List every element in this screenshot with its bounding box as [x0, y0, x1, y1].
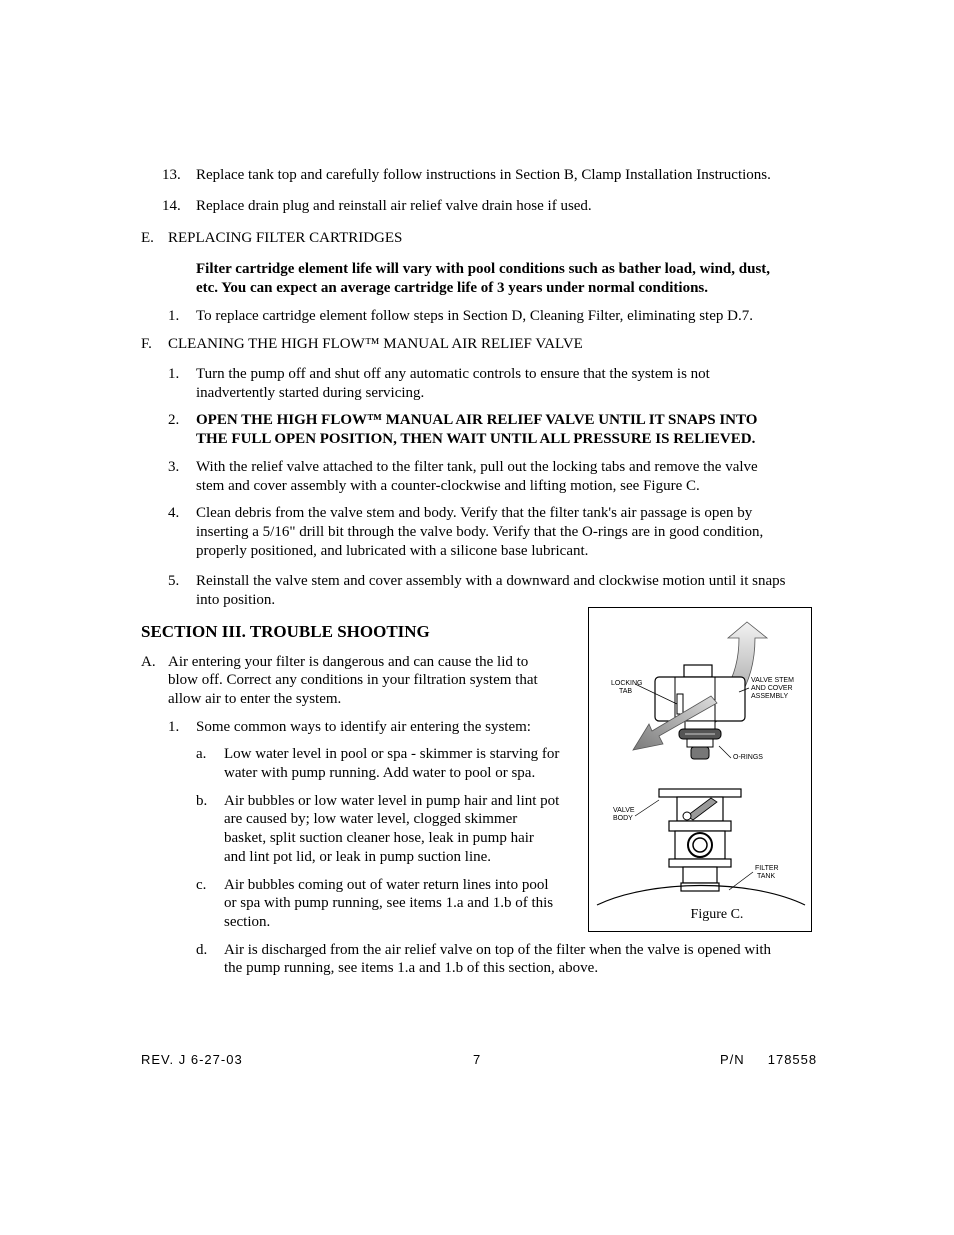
item-line: With the relief valve attached to the filter tank, pull out the locking tabs and remove the valve [196, 459, 758, 475]
subitem-line: section. [224, 914, 271, 930]
item-number: 5. [168, 573, 180, 589]
paragraph-line: Air entering your filter is dangerous and can cause the lid to [168, 654, 529, 670]
label-filter-tank: FILTER [755, 865, 779, 872]
item-number: 3. [168, 459, 180, 475]
item-line: OPEN THE HIGH FLOW™ MANUAL AIR RELIEF VALVE UNTIL IT SNAPS INTO [196, 412, 758, 428]
subitem-line: Low water level in pool or spa - skimmer is starving for [224, 746, 560, 762]
item-number: 1. [168, 719, 180, 735]
item-number: 1. [168, 366, 180, 382]
item-line: properly positioned, and lubricated with a silicone base lubricant. [196, 543, 589, 559]
subitem-line: are caused by; low water level, clogged skimmer [224, 811, 518, 827]
item-line: into position. [196, 592, 276, 608]
label-valve-stem: VALVE STEM [751, 677, 794, 684]
item-line: Turn the pump off and shut off any automatic controls to ensure that the system is not [196, 366, 710, 382]
label-valve-body: BODY [613, 815, 633, 822]
section-title: REPLACING FILTER CARTRIDGES [168, 230, 403, 246]
valve-cap-top [684, 665, 712, 677]
label-valve-stem: ASSEMBLY [751, 693, 789, 700]
subitem-line: Air is discharged from the air relief valve on top of the filter when the valve is opened with [224, 942, 772, 958]
valve-cover [655, 677, 745, 721]
item-number: 1. [168, 308, 180, 324]
note-line: Filter cartridge element life will vary with pool conditions such as bather load, wind, dust, [196, 261, 771, 277]
item-text: Replace drain plug and reinstall air relief valve drain hose if used. [196, 198, 592, 214]
item-line: inadvertently started during servicing. [196, 385, 425, 401]
label-locking-tab: LOCKING [611, 680, 643, 687]
note-line: etc. You can expect an average cartridge life of 3 years under normal conditions. [196, 280, 708, 296]
label-filter-tank: TANK [757, 873, 776, 880]
item-number: 14. [162, 198, 181, 214]
footer-revision: REV. J 6-27-03 [141, 1052, 243, 1067]
subitem-letter: c. [196, 877, 207, 893]
item-line: inserting a 5/16" drill bit through the valve body. Verify that the O-rings are in good condition, [196, 524, 764, 540]
footer-page-number: 7 [473, 1052, 482, 1067]
label-locking-tab: TAB [619, 688, 633, 695]
figure-caption: Figure C. [690, 907, 744, 922]
label-o-rings: O-RINGS [733, 754, 763, 761]
item-line: THE FULL OPEN POSITION, THEN WAIT UNTIL ALL PRESSURE IS RELIEVED. [196, 431, 756, 447]
subitem-line: the pump running, see items 1.a and 1.b of this section, above. [224, 960, 599, 976]
section-letter: F. [141, 336, 152, 352]
item-number: 13. [162, 167, 181, 183]
paragraph-line: allow air to enter the system. [168, 691, 342, 707]
item-line: Clean debris from the valve stem and body. Verify that the filter tank's air passage is open by [196, 505, 753, 521]
figure-c [588, 607, 812, 932]
section-title: CLEANING THE HIGH FLOW™ MANUAL AIR RELIEF VALVE [168, 336, 583, 352]
label-valve-body: VALVE [613, 807, 635, 814]
subitem-line: Air bubbles coming out of water return lines into pool [224, 877, 549, 893]
item-number: 2. [168, 412, 180, 428]
subitem-letter: b. [196, 793, 208, 809]
section-heading: SECTION III. TROUBLE SHOOTING [141, 622, 430, 641]
locking-tab [677, 694, 683, 714]
subitem-letter: a. [196, 746, 207, 762]
item-line: Reinstall the valve stem and cover assembly with a downward and clockwise motion until it snaps [196, 573, 786, 589]
section-letter: E. [141, 230, 154, 246]
valve-body-top-plate [659, 789, 741, 797]
section-letter: A. [141, 654, 156, 670]
item-text: To replace cartridge element follow steps in Section D, Cleaning Filter, eliminating step D.7. [196, 308, 753, 324]
label-valve-stem: AND COVER [751, 685, 793, 692]
subitem-line: Air bubbles or low water level in pump hair and lint pot [224, 793, 560, 809]
valve-diagram [589, 608, 813, 933]
subitem-line: water with pump running. Add water to pool or spa. [224, 765, 536, 781]
subitem-line: or spa with pump running, see items 1.a and 1.b of this [224, 895, 554, 911]
item-text: Some common ways to identify air entering the system: [196, 719, 531, 735]
subitem-line: basket, split suction cleaner hose, leak in pump hair [224, 830, 534, 846]
footer-part-number: P/N 178558 [720, 1052, 818, 1067]
subitem-line: and lint pot lid, or leak in pump suction line. [224, 849, 492, 865]
item-text: Replace tank top and carefully follow instructions in Section B, Clamp Installation Instructions. [196, 167, 771, 183]
valve-stem-tip [691, 747, 709, 759]
paragraph-line: blow off. Correct any conditions in your filtration system that [168, 672, 538, 688]
item-number: 4. [168, 505, 180, 521]
subitem-letter: d. [196, 942, 208, 958]
item-line: stem and cover assembly with a counter-clockwise and lifting motion, see Figure C. [196, 478, 700, 494]
